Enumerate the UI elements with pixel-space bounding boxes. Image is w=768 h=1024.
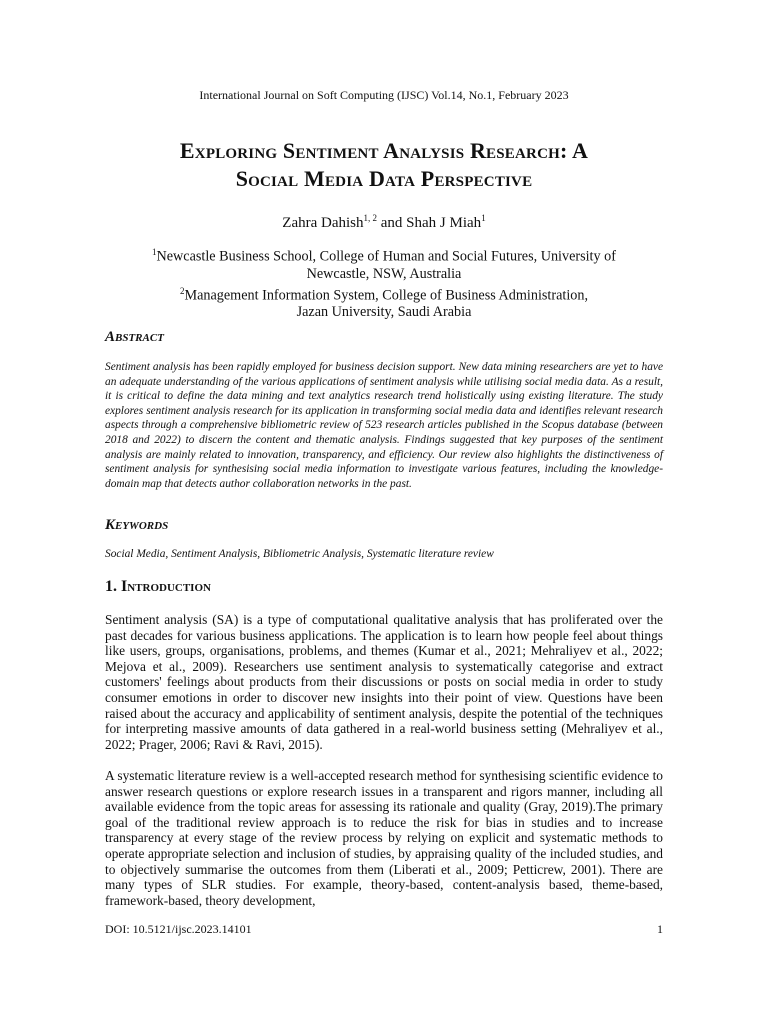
author-2-affiliation-mark: 1	[481, 213, 486, 223]
paper-page	[105, 0, 663, 1024]
author-joiner: and Shah J Miah	[377, 215, 482, 231]
journal-running-header: International Journal on Soft Computing (IJSC) Vol.14, No.1, February 2023	[199, 88, 569, 102]
paper-title	[105, 137, 663, 193]
affiliation-2-text: Management Information System, College of Business Administration,	[184, 287, 588, 304]
introduction-heading: 1. Introduction	[105, 578, 211, 595]
author-1-name: Zahra Dahish	[282, 215, 364, 231]
author-list	[105, 209, 663, 232]
paper-title-line-2: Social Media Data Perspective	[235, 166, 533, 191]
footer-doi: DOI: 10.5121/ijsc.2023.14101	[105, 922, 252, 936]
author-1-affiliation-mark: 1, 2	[363, 213, 378, 223]
affiliation-2-line-1	[105, 283, 663, 305]
footer-page-number: 1	[657, 922, 663, 936]
affiliation-block	[105, 244, 663, 321]
affiliation-1-line-1	[105, 244, 663, 266]
abstract-text: Sentiment analysis has been rapidly employed for business decision support. New data mining researchers are yet to have an adequate understanding of the various applications of sentiment analysis while utilising social media data. As a result, it is critical to define the data mining and text analytics research trend holistically using existing literature. The study explores sentiment analysis research for its application in transforming social media data and identifies relevant research aspects through a comprehensive bibliometric review of 523 research articles published in the Scopus database (between 2018 and 2022) to discern the content and thematic analysis. Findings suggested that key purposes of the sentiment analysis are mainly related to innovation, transparency, and efficiency. Our review also highlights the distinctiveness of sentiment analysis for synthesising social media information to investigate various features, including the knowledge-domain map that detects author collaboration networks in the past.	[105, 361, 663, 490]
affiliation-1-text: Newcastle Business School, College of Human and Social Futures, University of	[156, 248, 616, 265]
affiliation-1-line-2: Newcastle, NSW, Australia	[306, 265, 462, 282]
keywords-heading: Keywords	[105, 517, 169, 533]
keywords-text: Social Media, Sentiment Analysis, Bibliometric Analysis, Systematic literature review	[105, 548, 494, 560]
abstract-heading: Abstract	[105, 329, 164, 345]
affiliation-2-mark: 2	[179, 285, 185, 296]
affiliation-1-mark: 1	[152, 247, 157, 257]
affiliation-2-line-2: Jazan University, Saudi Arabia	[296, 304, 472, 321]
introduction-paragraph-1: Sentiment analysis (SA) is a type of computational qualitative analysis that has proliferated over the past decades for various business applications. The application is to learn how people feel about things like users, groups, organisations, problems, and themes (Kumar et al., 2021; Mehraliyev et al., 2022; Mejova et al., 2009). Researchers use sentiment analysis to systematically categorise and extract customers' feelings about products from their discussions or posts on social media in order to study consumer emotions in order to discover new insights into their point of view. Questions have been raised about the accuracy and applicability of sentiment analysis, despite the potential of the techniques for interpreting massive amounts of data gathered in a real-world business setting (Mehraliyev et al., 2022; Prager, 2006; Ravi & Ravi, 2015).	[105, 612, 663, 752]
paper-title-line-1: Exploring Sentiment Analysis Research: A	[179, 138, 589, 163]
introduction-paragraph-2: A systematic literature review is a well-accepted research method for synthesising scientific evidence to answer research questions or explore research issues in a transparent and rigors manner, including all available evidence from the topic areas for assessing its rationale and quality (Gray, 2019).The primary goal of the traditional review approach is to reduce the risk for bias in studies and to increase transparency at every stage of the review process by relying on explicit and systematic methods to operate appropriate selection and inclusion of studies, by appraising quality of the included studies, and to objectively summarise the outcomes from them (Liberati et al., 2009; Petticrew, 2001). There are many types of SLR studies. For example, theory-based, content-analysis based, theme-based, framework-based, theory development,	[105, 768, 663, 908]
